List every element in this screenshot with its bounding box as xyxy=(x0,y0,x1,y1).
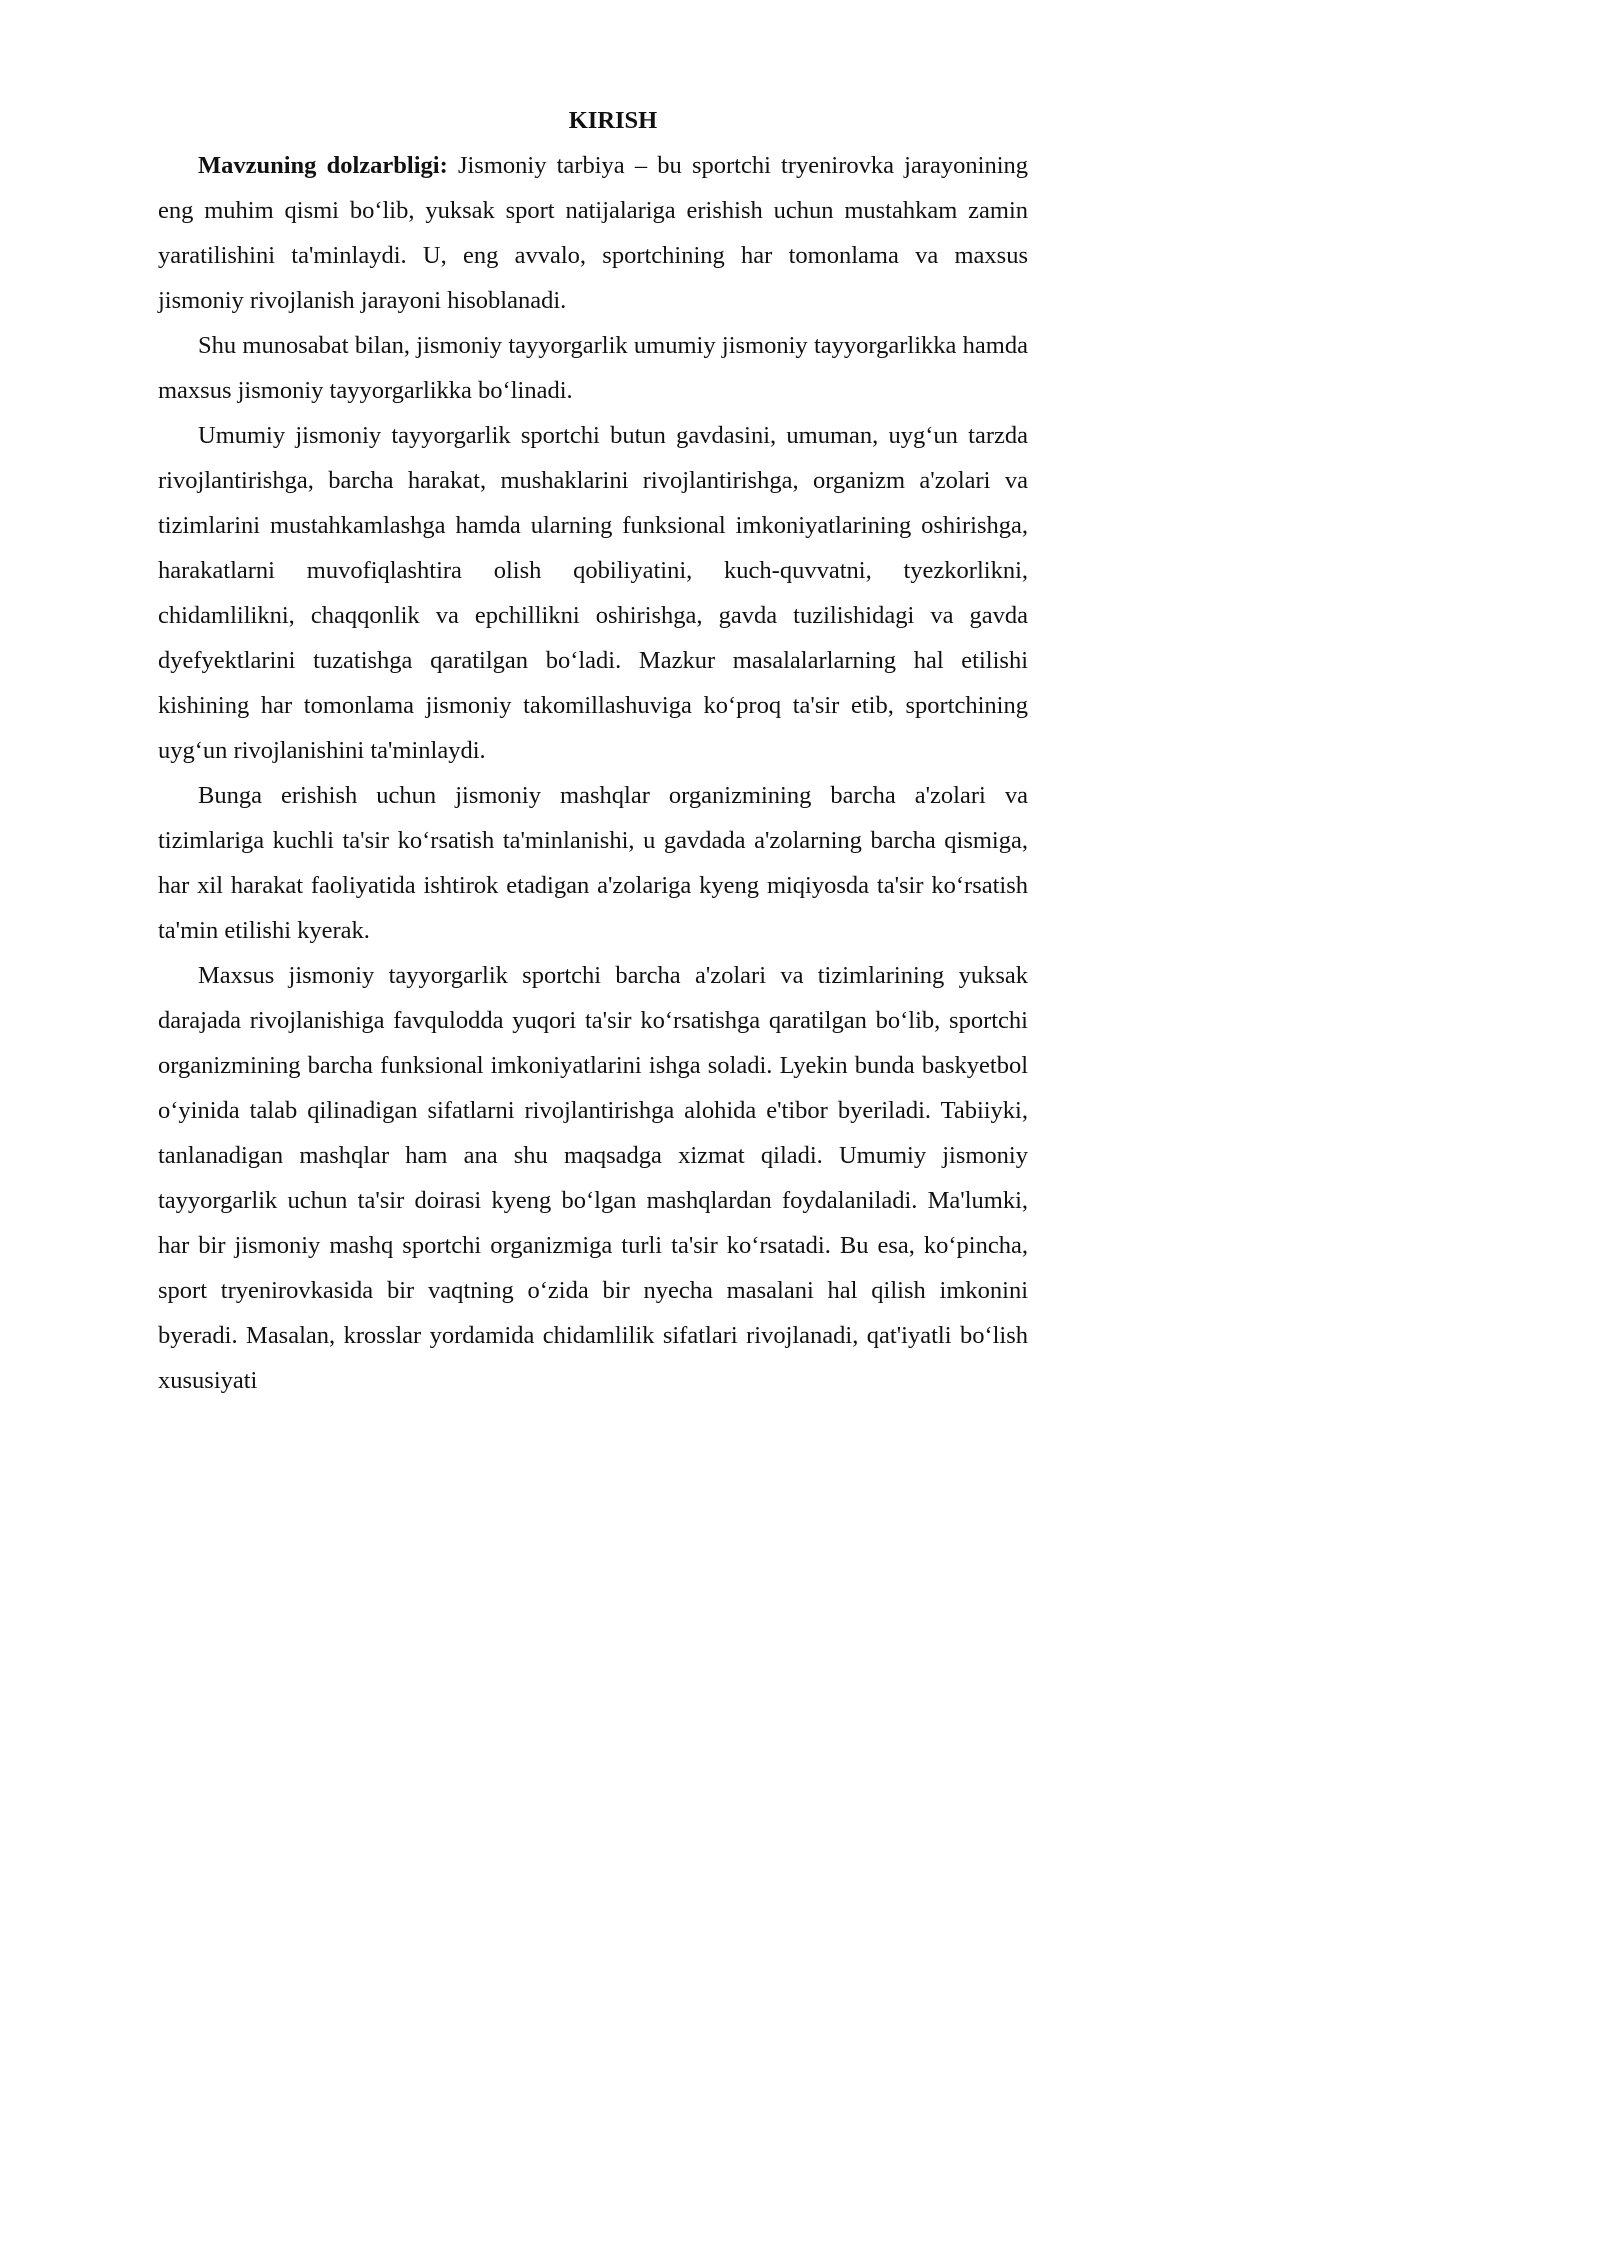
paragraph-4: Maxsus jismoniy tayyorgarlik sportchi barcha a'zolari va tizimlarining yuksak darajada rivojlanishiga favqulodda yuqori ta'sir koʻrsatishga qaratilgan boʻlib, sportchi organizmining barcha funksional imkoniyatlarini ishga soladi. Lyekin bunda baskyetbol oʻyinida talab qilinadigan sifatlarni rivojlantirishga alohida e'tibor byeriladi. Tabiiyki, tanlanadigan mashqlar ham ana shu maqsadga xizmat qiladi. Umumiy jismoniy tayyorgarlik uchun ta'sir doirasi kyeng boʻlgan mashqlardan foydalaniladi. Ma'lumki, har bir jismoniy mashq sportchi organizmiga turli ta'sir koʻrsatadi. Bu esa, koʻpincha, sport tryenirovkasida bir vaqtning oʻzida bir nyecha masalani hal qilish imkonini byeradi. Masalan, krosslar yordamida chidamlilik sifatlari rivojlanadi, qat'iyatli boʻlish xususiyati xyxy=(158,962,1028,1394)
intro-label: Mavzuning dolzarbligi: xyxy=(198,152,448,179)
paragraph-3: Bunga erishish uchun jismoniy mashqlar organizmining barcha a'zolari va tizimlariga kuchli ta'sir koʻrsatish ta'minlanishi, u gavdada a'zolarning barcha qismiga, har xil harakat faoliyatida ishtirok etadigan a'zolariga kyeng miqiyosda ta'sir koʻrsatish ta'min etilishi kyerak. xyxy=(158,782,1028,944)
paragraph-1: Shu munosabat bilan, jismoniy tayyorgarlik umumiy jismoniy tayyorgarlikka hamda maxsus jismoniy tayyorgarlikka boʻlinadi. xyxy=(158,332,1028,404)
page-title: KIRISH xyxy=(568,107,658,134)
intro-paragraph xyxy=(158,143,1028,323)
paragraph-2: Umumiy jismoniy tayyorgarlik sportchi butun gavdasini, umuman, uygʻun tarzda rivojlantirishga, barcha harakat, mushaklarini rivojlantirishga, organizm a'zolari va tizimlarini mustahkamlashga hamda ularning funksional imkoniyatlarining oshirishga, harakatlarni muvofiqlashtira olish qobiliyatini, kuch-quvvatni, tyezkorlikni, chidamlilikni, chaqqonlik va epchillikni oshirishga, gavda tuzilishidagi va gavda dyefyektlarini tuzatishga qaratilgan boʻladi. Mazkur masalalarlarning hal etilishi kishining har tomonlama jismoniy takomillashuviga koʻproq ta'sir etib, sportchining uygʻun rivojlanishini ta'minlaydi. xyxy=(158,422,1028,764)
intro-text: Jismoniy tarbiya – bu sportchi tryenirovka jarayonining eng muhim qismi boʻlib, yuksak sport natijalariga erishish uchun mustahkam zamin yaratilishini ta'minlaydi. U, eng avvalo, sportchining har tomonlama va maxsus jismoniy rivojlanish jarayoni hisoblanadi. xyxy=(158,152,1028,314)
document-page xyxy=(158,98,1028,1403)
